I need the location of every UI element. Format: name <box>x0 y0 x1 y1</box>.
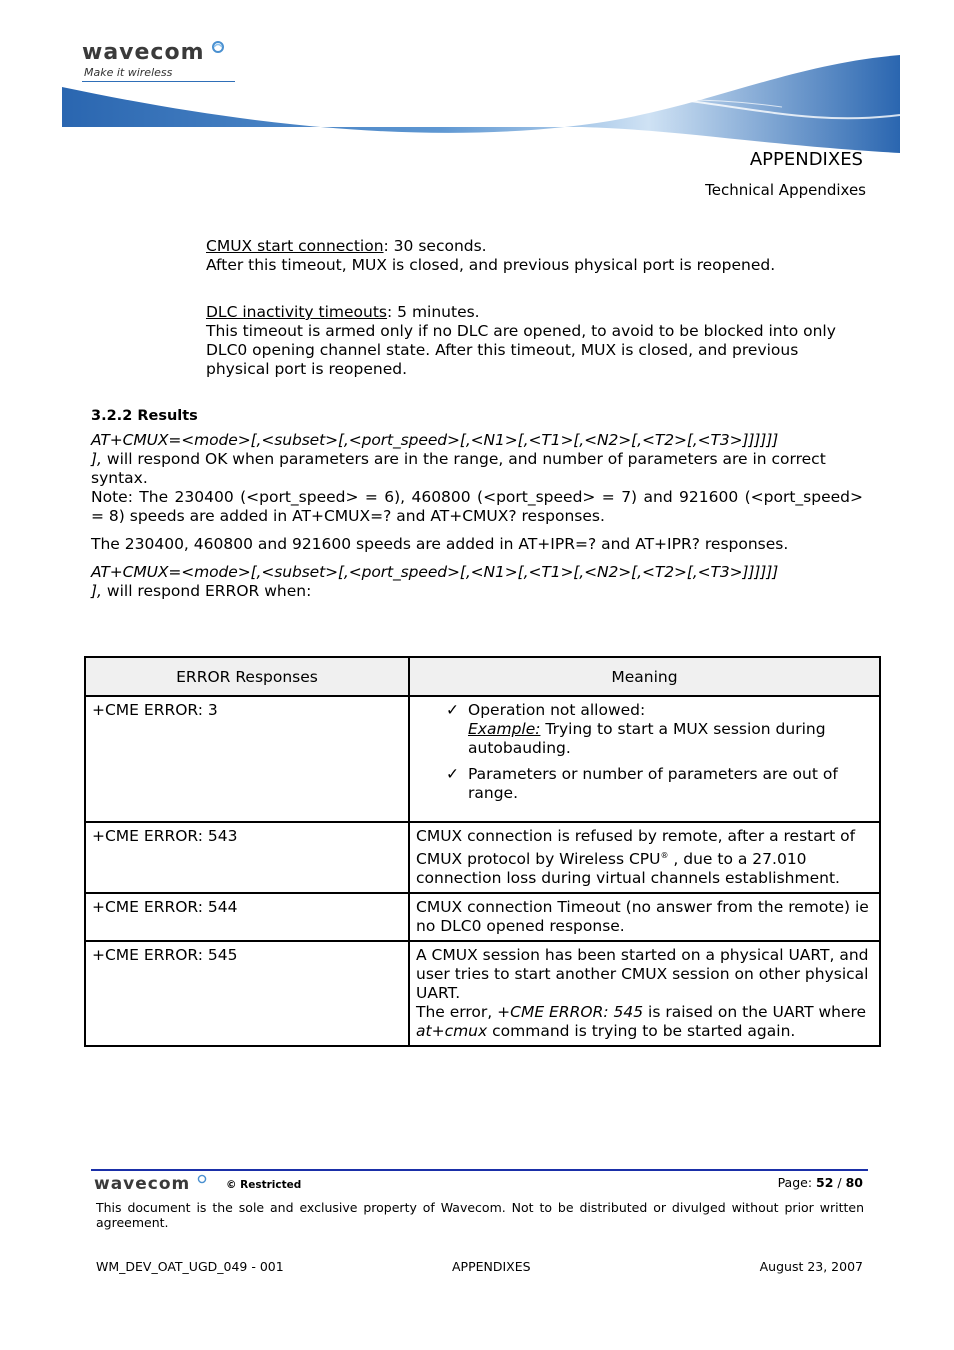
dlc-line <box>206 303 866 322</box>
header-error-responses: ERROR Responses <box>85 657 409 696</box>
error-code: +CME ERROR: 543 <box>85 822 409 893</box>
table-header-row <box>85 657 880 696</box>
logo-swirl-icon <box>211 40 225 54</box>
cmd2-line1: AT+CMUX=<mode>[,<subset>[,<port_speed>[,<N1>[,<T1>[,<N2>[,<T2>[,<T3>]]]]]] <box>91 563 779 581</box>
cmux-start-line <box>206 237 866 256</box>
cmd2-line2 <box>91 582 863 601</box>
logo-tagline: Make it wireless <box>84 66 173 79</box>
restricted-label: © Restricted <box>226 1179 302 1191</box>
footer-logo-text: wavecom <box>94 1174 191 1194</box>
dlc-value: : 5 minutes. <box>387 303 480 321</box>
example-line <box>468 720 873 758</box>
cmd2-line2-rest: will respond ERROR when: <box>101 582 312 600</box>
table-row <box>85 822 880 893</box>
footer-logo-swirl-icon <box>197 1174 207 1184</box>
ipr-para: The 230400, 460800 and 921600 speeds are added in AT+IPR=? and AT+IPR? responses. <box>91 535 789 553</box>
header <box>0 0 954 210</box>
footer-logo <box>94 1174 207 1194</box>
error-code: +CME ERROR: 544 <box>85 893 409 941</box>
bullet-text: Parameters or number of parameters are out of range. <box>468 765 838 802</box>
dlc-label: DLC inactivity timeouts <box>206 303 387 321</box>
results-heading: 3.2.2 Results <box>91 408 198 424</box>
table-row <box>85 696 880 822</box>
doc-section: APPENDIXES <box>452 1259 531 1274</box>
error-code: +CME ERROR: 3 <box>85 696 409 822</box>
footer-notice: This document is the sole and exclusive property of Wavecom. Not to be distributed or divulged without prior written agreement. <box>96 1200 864 1230</box>
checkmark-icon: ✓ <box>446 701 459 719</box>
cmd2-line2-italic: ], <box>91 582 102 600</box>
error-meaning: A CMUX session has been started on a physical UART, and user tries to start another CMUX session on other physical UART. The error, +CME ERROR: 545 is raised on the UART where at+cmux command is trying to be started again. <box>409 941 880 1046</box>
error-meaning: CMUX connection is refused by remote, after a restart of CMUX protocol by Wireless CPU® , due to a 27.010 connection loss during virtual channels establishment. <box>409 822 880 893</box>
cmd1-line2-rest: will respond OK when parameters are in the range, and number of parameters are in correct syntax. <box>91 450 826 487</box>
error-meaning <box>409 696 880 822</box>
results-body <box>91 431 863 601</box>
example-text: Trying to start a MUX session during autobauding. <box>468 720 826 757</box>
header-wave-banner <box>62 55 900 155</box>
example-label: Example: <box>468 720 541 738</box>
error-table <box>84 656 881 1047</box>
cmux-start-label: CMUX start connection <box>206 237 384 255</box>
cmux-start-desc: After this timeout, MUX is closed, and previous physical port is reopened. <box>206 256 776 274</box>
bullet-item <box>416 701 873 758</box>
page-total: 80 <box>845 1175 863 1190</box>
subsection-title: Technical Appendixes <box>705 181 866 199</box>
cmd1-line2-italic: ], <box>91 450 102 468</box>
page-indicator: Page: 52 / 80 <box>777 1175 863 1190</box>
bullet-text: Operation not allowed: <box>468 701 646 719</box>
doc-date: August 23, 2007 <box>759 1259 863 1274</box>
checkmark-icon: ✓ <box>446 765 459 783</box>
registered-mark: ® <box>660 851 669 860</box>
section-title: APPENDIXES <box>749 149 863 170</box>
cmux-start-block <box>206 237 866 275</box>
logo-text: wavecom <box>82 40 205 65</box>
dlc-desc: This timeout is armed only if no DLC are opened, to avoid to be blocked into only DLC0 opening channel state. After this timeout, MUX is closed, and previous physical port is reopened. <box>206 322 836 378</box>
dlc-block <box>206 303 866 379</box>
cmux-start-value: : 30 seconds. <box>383 237 487 255</box>
bullet-item <box>416 765 873 803</box>
note-para: Note: The 230400 (<port_speed> = 6), 460800 (<port_speed> = 7) and 921600 (<port_speed> = 8) speeds are added in AT+CMUX=? and AT+CMUX? responses. <box>91 488 863 525</box>
doc-reference: WM_DEV_OAT_UGD_049 - 001 <box>96 1259 284 1274</box>
cmd1-line2 <box>91 450 863 488</box>
cmd1-line1: AT+CMUX=<mode>[,<subset>[,<port_speed>[,<N1>[,<T1>[,<N2>[,<T2>[,<T3>]]]]]] <box>91 431 779 449</box>
table-row <box>85 893 880 941</box>
page-number: 52 <box>816 1175 834 1190</box>
error-meaning: CMUX connection Timeout (no answer from the remote) ie no DLC0 opened response. <box>409 893 880 941</box>
table-row <box>85 941 880 1046</box>
error-code: +CME ERROR: 545 <box>85 941 409 1046</box>
footer-rule <box>91 1169 868 1171</box>
header-meaning: Meaning <box>409 657 880 696</box>
